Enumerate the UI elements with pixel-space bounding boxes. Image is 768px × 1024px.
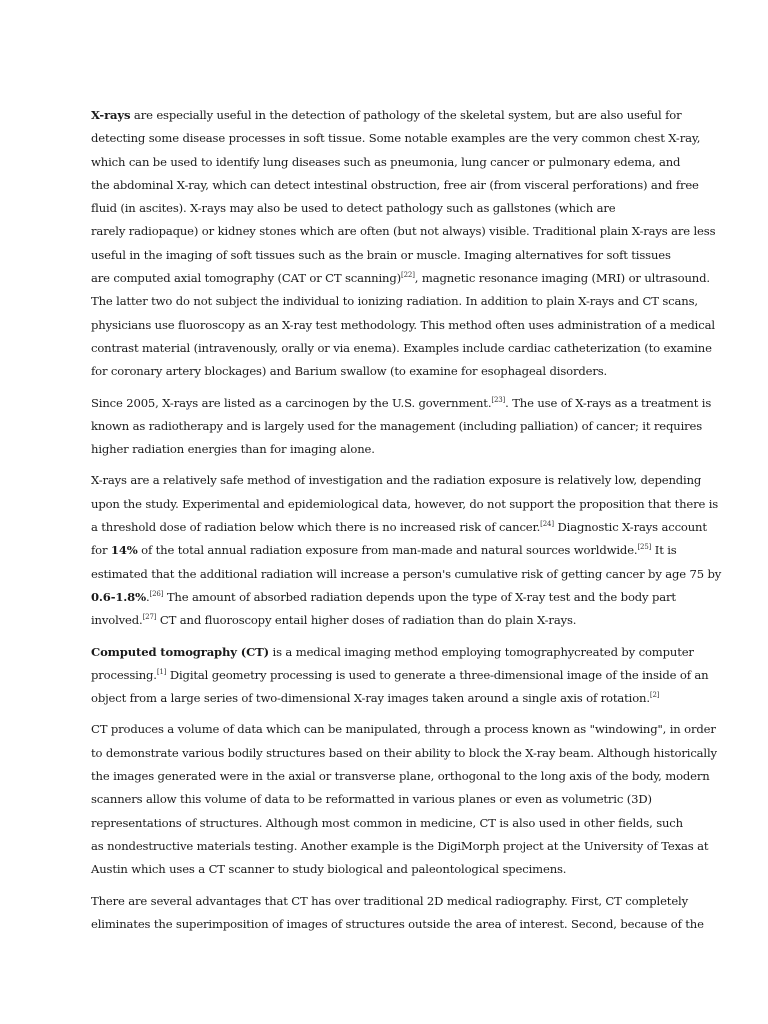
highlighted-figure: 14% bbox=[110, 543, 138, 558]
text-line bbox=[91, 586, 681, 609]
text-run: representations of structures. Although most common in medicine, CT is also used in other fields, such bbox=[91, 815, 683, 830]
paragraph bbox=[91, 718, 717, 881]
text-run: rarely radiopaque) or kidney stones which are often (but not always) visible. Traditional plain X-rays are less bbox=[91, 224, 716, 239]
text-run: is a medical imaging method employing tomographycreated by computer bbox=[269, 644, 694, 659]
term-heading: Computed tomography (CT) bbox=[91, 644, 269, 659]
text-line bbox=[91, 220, 716, 243]
text-run: There are several advantages that CT has over traditional 2D medical radiography. First, CT completely bbox=[91, 893, 688, 908]
text-line bbox=[91, 290, 698, 313]
text-run: to demonstrate various bodily structures based on their ability to block the X-ray beam. Although historically bbox=[91, 745, 717, 760]
paragraph bbox=[91, 469, 722, 632]
text-run: as nondestructive materials testing. Another example is the DigiMorph project at the University of Texas at bbox=[91, 838, 709, 853]
citation-marker: [24] bbox=[540, 520, 554, 529]
citation-marker: [27] bbox=[142, 613, 157, 622]
highlighted-figure: 0.6-1.8% bbox=[91, 589, 146, 604]
text-run: a threshold dose of radiation below which there is no increased risk of cancer. bbox=[91, 520, 541, 535]
text-line bbox=[91, 469, 702, 492]
text-run: CT produces a volume of data which can be manipulated, through a process known as "windowing", in order bbox=[91, 722, 716, 737]
text-run: estimated that the additional radiation will increase a person's cumulative risk of getting cancer by age 75 by bbox=[91, 566, 722, 581]
text-run: higher radiation energies than for imaging alone. bbox=[91, 442, 375, 457]
text-line bbox=[91, 151, 681, 174]
citation-marker: [22] bbox=[401, 271, 415, 280]
paragraph bbox=[91, 104, 716, 384]
text-run: Austin which uses a CT scanner to study biological and paleontological specimens. bbox=[91, 862, 567, 877]
text-line bbox=[91, 641, 694, 664]
text-line bbox=[91, 104, 681, 127]
text-run: The amount of absorbed radiation depends upon the type of X-ray test and the body part bbox=[163, 589, 676, 604]
text-line bbox=[91, 913, 704, 936]
text-line bbox=[91, 360, 681, 383]
text-line bbox=[91, 415, 703, 438]
term-heading: X-rays bbox=[91, 108, 131, 122]
text-line bbox=[91, 835, 709, 858]
citation-marker: [1] bbox=[156, 667, 167, 676]
citation-marker: [25] bbox=[637, 543, 652, 552]
text-run: It is bbox=[651, 543, 677, 558]
text-run: scanners allow this volume of data to be reformatted in various planes or even as volumetric (3D) bbox=[91, 792, 652, 807]
text-line bbox=[91, 664, 709, 687]
text-run: . bbox=[145, 589, 150, 604]
document-body bbox=[91, 104, 722, 944]
text-run: , magnetic resonance imaging (MRI) or ultrasound. bbox=[414, 271, 710, 286]
paragraph bbox=[91, 641, 709, 711]
text-run: processing. bbox=[91, 667, 157, 682]
text-run: upon the study. Experimental and epidemiological data, however, do not support the proposition that there is bbox=[91, 496, 719, 511]
text-line bbox=[91, 890, 688, 913]
text-run: Since 2005, X-rays are listed as a carcinogen by the U.S. government. bbox=[91, 395, 492, 410]
text-line bbox=[91, 314, 715, 337]
text-line bbox=[91, 174, 699, 197]
text-run: fluid (in ascites). X-rays may also be used to detect pathology such as gallstones (which are bbox=[91, 201, 616, 216]
text-run: detecting some disease processes in soft tissue. Some notable examples are the very common chest X-ray, bbox=[91, 131, 701, 146]
text-line bbox=[91, 337, 712, 360]
text-line bbox=[91, 244, 681, 267]
text-run: eliminates the superimposition of images of structures outside the area of interest. Second, because of the bbox=[91, 916, 704, 931]
text-run: object from a large series of two-dimensional X-ray images taken around a single axis of rotation. bbox=[91, 691, 650, 706]
paragraph bbox=[91, 392, 712, 462]
citation-marker: [2] bbox=[649, 691, 660, 700]
text-line bbox=[91, 127, 701, 150]
text-run: useful in the imaging of soft tissues such as the brain or muscle. Imaging alternatives for soft tissues bbox=[91, 247, 671, 262]
text-run: which can be used to identify lung diseases such as pneumonia, lung cancer or pulmonary edema, and bbox=[91, 154, 681, 169]
text-run: are especially useful in the detection of pathology of the skeletal system, but are also useful for bbox=[130, 108, 682, 122]
text-line bbox=[91, 267, 710, 290]
text-line bbox=[91, 563, 722, 586]
text-line bbox=[91, 438, 681, 461]
citation-marker: [23] bbox=[491, 395, 506, 404]
text-line bbox=[91, 493, 719, 516]
text-line bbox=[91, 788, 681, 811]
text-run: for bbox=[91, 543, 111, 558]
text-run: are computed axial tomography (CAT or CT scanning) bbox=[91, 271, 402, 286]
text-run: physicians use fluoroscopy as an X-ray test methodology. This method often uses administration of a medical bbox=[91, 317, 715, 332]
text-run: for coronary artery blockages) and Barium swallow (to examine for esophageal disorders. bbox=[91, 364, 608, 379]
text-line bbox=[91, 539, 681, 562]
text-run: the images generated were in the axial or transverse plane, orthogonal to the long axis of the body, modern bbox=[91, 769, 710, 784]
text-run: Diagnostic X-rays account bbox=[553, 520, 707, 535]
text-line bbox=[91, 392, 712, 415]
text-line bbox=[91, 197, 681, 220]
text-run: CT and fluoroscopy entail higher doses of radiation than do plain X-rays. bbox=[156, 613, 577, 628]
text-run: the abdominal X-ray, which can detect intestinal obstruction, free air (from visceral perforations) and free bbox=[91, 177, 699, 192]
text-line bbox=[91, 858, 681, 881]
text-line bbox=[91, 687, 681, 710]
text-run: known as radiotherapy and is largely used for the management (including palliation) of cancer; it requires bbox=[91, 418, 703, 433]
text-run: involved. bbox=[91, 613, 143, 628]
text-run: contrast material (intravenously, orally or via enema). Examples include cardiac catheterization (to examine bbox=[91, 340, 712, 355]
text-run: The latter two do not subject the individual to ionizing radiation. In addition to plain X-rays and CT scans, bbox=[91, 294, 698, 309]
text-line bbox=[91, 609, 681, 632]
paragraph bbox=[91, 890, 704, 937]
text-run: Digital geometry processing is used to generate a three-dimensional image of the inside of an bbox=[166, 667, 709, 682]
text-line bbox=[91, 742, 717, 765]
text-line bbox=[91, 718, 716, 741]
text-run: of the total annual radiation exposure from man-made and natural sources worldwide. bbox=[137, 543, 638, 558]
citation-marker: [26] bbox=[149, 590, 164, 599]
text-line bbox=[91, 812, 681, 835]
text-run: . The use of X-rays as a treatment is bbox=[505, 395, 712, 410]
text-line bbox=[91, 765, 710, 788]
text-line bbox=[91, 516, 707, 539]
text-run: X-rays are a relatively safe method of investigation and the radiation exposure is relatively low, depending bbox=[91, 473, 702, 488]
